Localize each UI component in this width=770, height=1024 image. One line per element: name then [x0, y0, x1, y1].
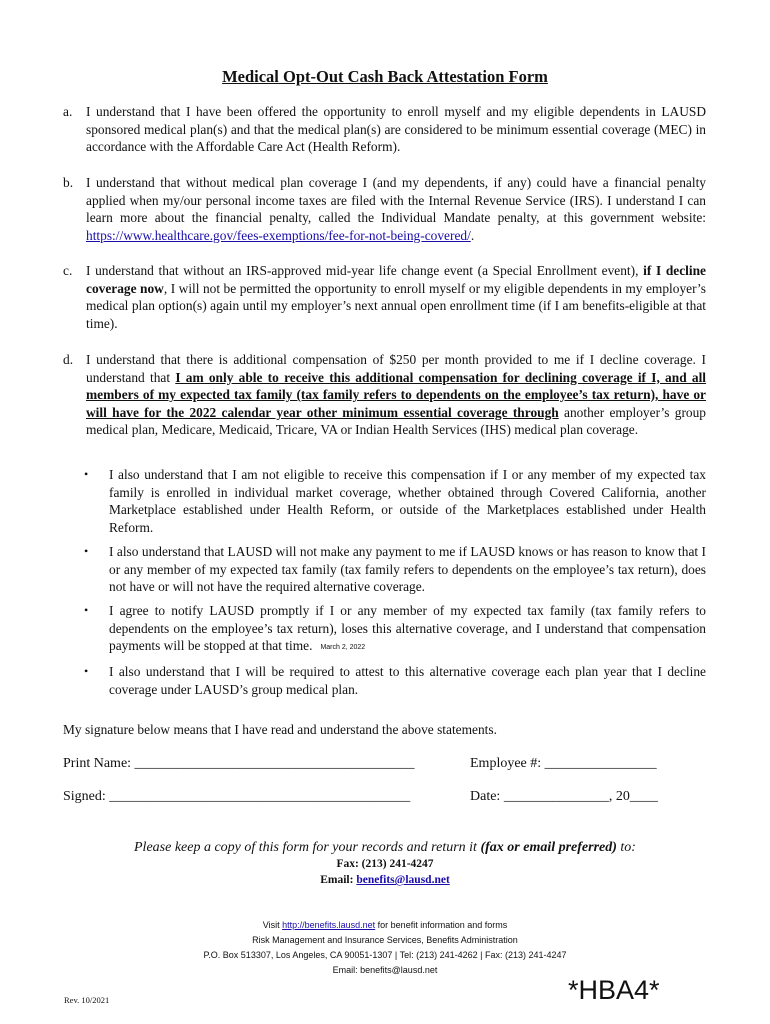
- statement-d-label: d.: [63, 352, 74, 367]
- footer-address: P.O. Box 513307, Los Angeles, CA 90051-1307 | Tel: (213) 241-4262 | Fax: (213) 241-4247: [203, 950, 567, 960]
- revision-date: Rev. 10/2021: [64, 995, 110, 1005]
- statement-b-label: b.: [63, 175, 74, 190]
- benefits-site-link[interactable]: http://benefits.lausd.net: [282, 920, 376, 930]
- form-code: *HBA4*: [568, 975, 660, 1005]
- statement-a-label: a.: [63, 104, 73, 119]
- bullet-icon: •: [84, 603, 89, 617]
- statement-c-bold: if I decline coverage now: [86, 263, 706, 296]
- footer-department: Risk Management and Insurance Services, Benefits Administration: [252, 935, 518, 945]
- statement-d-bold: I am only able to receive this additional compensation for declining coverage if I, and all members of my expected tax family (tax family refers to dependents on the employee’s tax return), have or will have for the 2022 calendar year other minimum essential coverage through: [86, 369, 707, 420]
- employee-number-field[interactable]: Employee #: ________________: [470, 756, 657, 771]
- statement-b-text: I understand that without medical plan coverage I (and my dependents, if any) could have a financial penalty applied when my/our personal income taxes are filed with the Internal Revenue Service (IRS). I understand I can learn more about the financial penalty, called the Individual Mandate penalty, at this government website: https://www.healthcare.gov/fees-exemptions/fee-for-not-being-covered/.: [86, 175, 706, 243]
- statement-d: [63, 351, 706, 439]
- form-title: Medical Opt-Out Cash Back Attestation Form: [222, 67, 548, 86]
- fax-number: Fax: (213) 241-4247: [336, 858, 434, 870]
- return-instructions: Please keep a copy of this form for your records and return it (fax or email preferred) to:: [134, 840, 636, 855]
- bullet-icon: •: [84, 544, 89, 558]
- footer-email: Email: benefits@lausd.net: [332, 965, 438, 975]
- date-field[interactable]: Date: _______________, 20____: [470, 789, 658, 804]
- email-line: Email: benefits@lausd.net: [320, 874, 450, 886]
- date-stamp: March 2, 2022: [320, 644, 366, 652]
- benefits-email-link[interactable]: benefits@lausd.net: [356, 874, 450, 886]
- bullet-icon: •: [84, 467, 89, 481]
- healthcare-gov-link[interactable]: https://www.healthcare.gov/fees-exemptions/fee-for-not-being-covered/: [86, 227, 471, 243]
- statement-c: [63, 262, 706, 332]
- list-item: • I also understand that I am not eligible to receive this compensation if I or any member of my expected tax family is enrolled in individual market coverage, whether obtained through Covered California, another Marketplace established under Health Reform, or outside of the Marketplaces established under Health Reform.: [84, 467, 706, 535]
- signature-field[interactable]: Signed: ___________________________________________: [63, 789, 411, 804]
- statement-d-text: I understand that there is additional compensation of $250 per month provided to me if I decline coverage. I understand that I am only able to receive this additional compensation for declining coverage if I, and all members of my expected tax family (tax family refers to dependents on the employee’s tax return), have or will have for the 2022 calendar year other minimum essential coverage through another employer’s group medical plan, Medicare, Medicaid, Tricare, VA or Indian Health Services (IHS) medical plan coverage.: [86, 352, 707, 438]
- statement-a-text: I understand that I have been offered the opportunity to enroll myself and my eligible dependents in LAUSD sponsored medical plan(s) and that the medical plan(s) are considered to be minimum essential coverage (MEC) in accordance with the Affordable Care Act (Health Reform).: [86, 104, 706, 155]
- print-name-field[interactable]: Print Name: ________________________________________: [63, 756, 415, 771]
- list-item: • I also understand that I will be required to attest to this alternative coverage each plan year that I decline coverage under LAUSD’s group medical plan.: [84, 664, 706, 697]
- bullet-icon: •: [84, 664, 89, 678]
- footer-visit: Visit http://benefits.lausd.net for benefit information and forms: [262, 920, 508, 930]
- statement-a: [63, 103, 706, 156]
- list-item: • I agree to notify LAUSD promptly if I or any member of my expected tax family (tax family refers to dependents on the employee’s tax return), loses this alternative coverage, and I understand that compensation payments will be stopped at that time. March 2, 2022: [84, 603, 706, 654]
- list-item: • I also understand that LAUSD will not make any payment to me if LAUSD knows or has reason to know that I or any member of my expected tax family (tax family refers to dependents on the employee’s tax return), does not have or will not have the required alternative coverage.: [84, 544, 706, 595]
- statement-b: [63, 174, 706, 244]
- statement-c-label: c.: [63, 263, 73, 278]
- signature-statement: My signature below means that I have read and understand the above statements.: [63, 722, 497, 737]
- statement-c-text: I understand that without an IRS-approved mid-year life change event (a Special Enrollment event), if I decline coverage now, I will not be permitted the opportunity to enroll myself or my eligible dependents in my employer’s medical plan option(s) again until my employer’s next annual open enrollment time (if I am benefits-eligible at that time).: [86, 263, 706, 331]
